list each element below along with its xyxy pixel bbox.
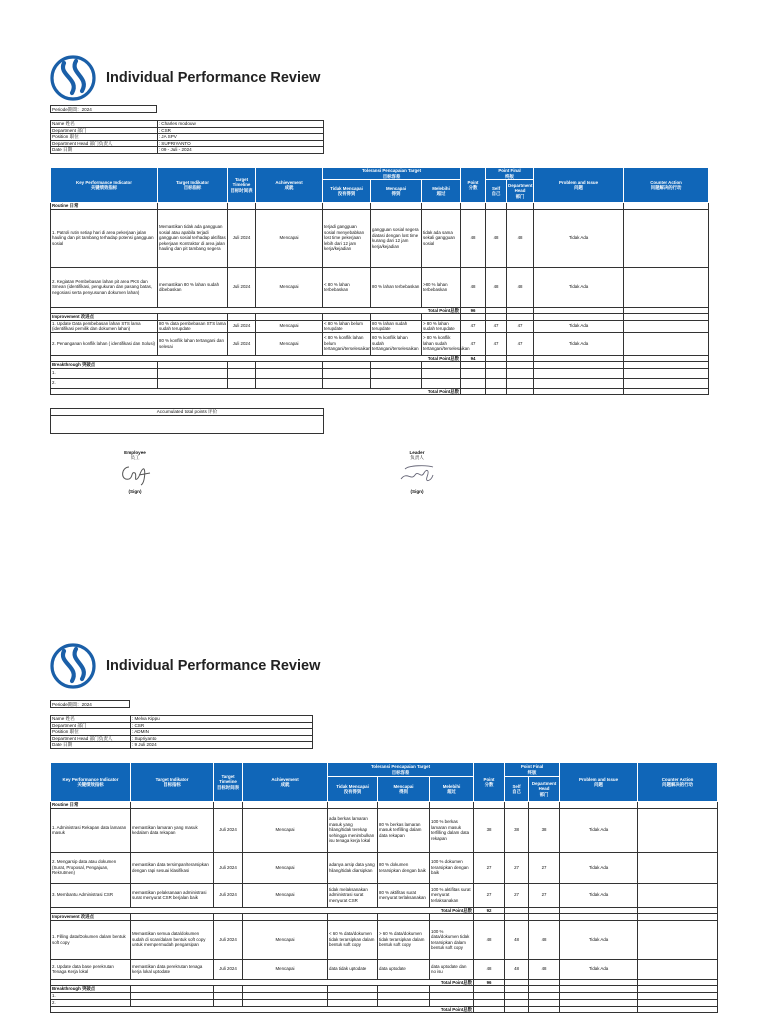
info-label: Position 职位 xyxy=(51,729,131,736)
section-label: Improvement 改进点 xyxy=(51,914,131,921)
timeline-header: Target Timeline 目标时间表 xyxy=(214,763,243,802)
accumulated-label: Accumulated total points 评价 xyxy=(51,409,324,416)
timeline-cell: Juli 2024 xyxy=(228,209,256,267)
problem-cell: Tidak Ada xyxy=(560,959,638,979)
achievement-header: Achievement 成就 xyxy=(243,763,328,802)
not-achieved-cell: tidak melaksanakan administrasi surat menyurat CSR xyxy=(328,883,378,907)
info-label: Position 职位 xyxy=(51,134,158,141)
dept-head-header: Department Head 部门 xyxy=(529,777,560,802)
problem-header: Problem and Issue 问题 xyxy=(560,763,638,802)
not-achieved-cell: ada berkas lamaran masuk yang hilang/tidak terekap sehingga menimbulkan isu tenaga kerja lokal xyxy=(328,808,378,852)
not-achieved-header: Tidak Mencapai 没有得到 xyxy=(323,180,371,203)
target-cell: Memastikan semua data/dokumen sudah di scan/dalam bentuk soft copy untuk mempermudah pengarsipan xyxy=(131,920,214,959)
info-label: Name 姓名 xyxy=(51,716,131,723)
self-header: Self 自己 xyxy=(505,777,529,802)
periode-field: Periode期間：2024 xyxy=(50,105,157,113)
total-value: 92 xyxy=(474,907,505,914)
kpi-row xyxy=(51,959,718,979)
empty-cell xyxy=(529,992,560,999)
point-final-header: Point Final 终版 xyxy=(486,168,534,180)
kpi-header: Key Performance Indicator 关键绩效指标 xyxy=(51,168,158,203)
empty-cell xyxy=(560,1006,638,1013)
section-label: Breakthrough 突破点 xyxy=(51,986,131,993)
empty-cell xyxy=(243,992,328,999)
exceeded-cell: tidak ada sama sekali gangguan sosial xyxy=(422,209,461,267)
tolerance-header: Toleransi Pencapaian Target 目标容差 xyxy=(323,168,461,180)
not-achieved-header: Tidak Mencapai 没有得到 xyxy=(328,777,378,802)
point-cell: 47 xyxy=(461,320,486,332)
empty-cell xyxy=(378,999,430,1006)
head-point-cell: 48 xyxy=(507,209,534,267)
info-label: Department Head 部门负责人 xyxy=(51,140,158,147)
target-cell: Memastikan tidak ada gangguan sosial atau apabila terjadi gangguan sosial terhadap aktifitas pekerjaan Kontraktor di area jalan hauling dan pit tambang segera xyxy=(158,209,228,267)
head-point-cell: 27 xyxy=(529,883,560,907)
empty-cell xyxy=(430,999,474,1006)
self-point-cell: 47 xyxy=(486,320,507,332)
achieved-cell: 80 % dokumen terarsipkan dengan baik xyxy=(378,852,430,883)
breakthrough-label: 2. xyxy=(51,999,131,1006)
achievement-header: Achievement 成就 xyxy=(256,168,323,203)
kpi-table xyxy=(50,762,718,1013)
empty-cell xyxy=(243,999,328,1006)
exceeded-header: Melebihi 超过 xyxy=(430,777,474,802)
header xyxy=(50,643,320,689)
empty-cell xyxy=(214,999,243,1006)
exceeded-cell: > 80 % lahan sudah terupdate xyxy=(422,320,461,332)
target-header: Target Indikator 目标指标 xyxy=(158,168,228,203)
info-value: : 09 - Juli - 2024 xyxy=(157,147,323,154)
timeline-header: Target Timeline 目标时间表 xyxy=(228,168,256,203)
total-label: Total Point总数 xyxy=(51,907,474,914)
employee-info xyxy=(50,715,313,749)
total-row xyxy=(51,1006,718,1013)
not-achieved-cell: < 80 % lahan terbebaskan xyxy=(323,267,371,307)
info-value: : CSR xyxy=(157,127,323,134)
head-point-cell: 38 xyxy=(529,808,560,852)
empty-cell xyxy=(378,992,430,999)
info-value: : ADMIN xyxy=(130,729,312,736)
info-value: : Charles modouw xyxy=(157,121,323,128)
problem-cell: Tidak Ada xyxy=(560,883,638,907)
timeline-cell: Juli 2024 xyxy=(228,267,256,307)
exceeded-cell: > 80 % konflik lahan sudah tertangani/terselesaikan xyxy=(422,332,461,355)
total-value: 96 xyxy=(461,307,486,314)
info-value: : Supriyanto xyxy=(130,735,312,742)
total-label: Total Point总数 xyxy=(51,1006,474,1013)
empty-cell xyxy=(131,992,214,999)
breakthrough-label: 1. xyxy=(51,992,131,999)
target-cell: 80 % data pembebasan STS lama sudah terupdate xyxy=(159,320,226,331)
achievement-cell: Mencapai xyxy=(243,852,328,883)
head-point-cell: 47 xyxy=(507,320,534,332)
page-title: Individual Performance Review xyxy=(106,70,321,86)
company-logo-icon xyxy=(50,643,96,689)
point-header: Point 分数 xyxy=(474,763,505,802)
head-point-cell: 48 xyxy=(529,959,560,979)
empty-cell xyxy=(328,992,378,999)
point-cell: 48 xyxy=(461,267,486,307)
empty-cell xyxy=(131,999,214,1006)
total-label: Total Point总数 xyxy=(51,307,461,314)
target-cell: memastikan data tersimpan/terarsipkan dengan rapi sesuai klasifikasi xyxy=(131,852,214,883)
self-point-cell: 48 xyxy=(486,209,507,267)
exceeded-cell: 100 % berkas lamaran masuk terfilling dalam data rekapan xyxy=(430,808,474,852)
dept-head-header: Department Head 部门 xyxy=(507,180,534,203)
empty-cell xyxy=(505,1006,529,1013)
achievement-cell: Mencapai xyxy=(256,320,323,332)
head-point-cell: 48 xyxy=(529,920,560,959)
achieved-cell: 80 % konflik lahan sudah tertangani/terselesaikan xyxy=(371,332,422,355)
achieved-cell: 80 % lahan sudah terupdate xyxy=(371,320,422,332)
achieved-cell: 80 % aktifitas surat menyurat terlaksanakan xyxy=(378,883,430,907)
info-value: : Melva Kippu xyxy=(130,716,312,723)
point-cell: 27 xyxy=(474,883,505,907)
achievement-cell: Mencapai xyxy=(243,883,328,907)
breakthrough-row xyxy=(51,992,718,999)
head-point-cell: 47 xyxy=(507,332,534,355)
periode-field: Periode期間：2024 xyxy=(50,700,130,708)
counter-cell xyxy=(638,852,718,883)
self-point-cell: 47 xyxy=(486,332,507,355)
point-cell: 48 xyxy=(461,209,486,267)
empty-cell xyxy=(474,992,505,999)
leader-signature: Leader 负责人 (Sign) xyxy=(392,450,442,494)
empty-cell xyxy=(430,992,474,999)
empty-cell xyxy=(505,999,529,1006)
total-value xyxy=(474,1006,505,1013)
point-final-header: Point Final 终版 xyxy=(505,763,560,777)
self-point-cell: 27 xyxy=(505,883,529,907)
exceeded-cell: 100 % aktifitas surat menyurat terlaksanakan xyxy=(430,883,474,907)
counter-cell xyxy=(638,808,718,852)
section-label: Improvement 改进点 xyxy=(51,314,158,321)
problem-cell: Tidak Ada xyxy=(534,209,624,267)
self-point-cell: 48 xyxy=(486,267,507,307)
target-cell: memastikan data perekrutan tenaga kerja lokal uptodate xyxy=(131,959,214,979)
breakthrough-row xyxy=(51,999,718,1006)
target-cell: memastikan lamaran yang masuk kedalam data rekapan xyxy=(131,808,214,852)
self-header: Self 自己 xyxy=(486,180,507,203)
problem-cell: Tidak Ada xyxy=(560,852,638,883)
empty-cell xyxy=(474,999,505,1006)
problem-cell: Tidak Ada xyxy=(560,920,638,959)
head-point-cell: 48 xyxy=(507,267,534,307)
counter-cell xyxy=(638,883,718,907)
info-label: Department 部门 xyxy=(51,127,158,134)
achieved-cell: 80 % berkas lamaran masuk terfilling dalam data rekapan xyxy=(378,808,430,852)
not-achieved-cell: terjadi gangguan sosial menyebabkan lost time pekerjaan lebih dari 12 jam kerja/kejadian xyxy=(323,209,371,267)
kpi-row xyxy=(51,920,718,959)
kpi-cell: 1. Update Data pembebasan lahan STS lama (identifikasi pemilik dan dokumen lahan) xyxy=(51,320,158,332)
achievement-cell: Mencapai xyxy=(256,267,323,307)
counter-header: Counter Action 问题解决的行动 xyxy=(624,168,709,203)
exceeded-cell: 100 % dokumen terarsipkan dengan baik xyxy=(430,852,474,883)
kpi-cell: 2. Kegiatan Pembebasan lahan pit area PKS dan Smean (identifikasi, pengukuran dan pasang batas, negosiasi serta penyusunan dokumen lahan) xyxy=(51,267,158,307)
empty-cell xyxy=(214,992,243,999)
info-value: : SUPRIYANTO xyxy=(157,140,323,147)
timeline-cell: Juli 2024 xyxy=(214,808,243,852)
point-cell: 27 xyxy=(474,852,505,883)
exceeded-cell: data uptodate dan no isu xyxy=(430,959,474,979)
target-cell: memastikan pelaksanaan administrasi surat menyurat CSR berjalan baik xyxy=(131,883,214,907)
timeline-cell: Juli 2024 xyxy=(214,852,243,883)
timeline-cell: Juli 2024 xyxy=(214,883,243,907)
achievement-cell: Mencapai xyxy=(243,808,328,852)
kpi-cell: 2. Penanganan konflik lahan ( identifikasi dan Solusi) xyxy=(51,332,158,355)
kpi-cell: 1. Administrasi Rekapan data lamaran masuk xyxy=(51,808,131,852)
total-value: 96 xyxy=(474,979,505,986)
exceeded-header: Melebihi 超过 xyxy=(422,180,461,203)
counter-cell xyxy=(638,920,718,959)
exceeded-cell: 100 % data/dokumen tidak terarsipkan dalam bentuk soft copy xyxy=(430,920,474,959)
not-achieved-cell: adanya arsip data yang hilang/tidak diarsipkan xyxy=(328,852,378,883)
point-cell: 48 xyxy=(474,959,505,979)
kpi-cell: 1. Filling data/Dokumen dalam bentuk soft copy xyxy=(51,920,131,959)
not-achieved-cell: < 80 % konflik lahan belum tertangani/terselesaikan xyxy=(323,332,371,355)
empty-cell xyxy=(560,999,638,1006)
kpi-body xyxy=(51,802,718,1013)
kpi-cell: 1. Patroli rutin setiap hari di area pekerjaan jalan hauling dan pit tambang terhadap potensi gangguan sosial xyxy=(51,209,158,267)
kpi-row xyxy=(51,808,718,852)
achievement-cell: Mencapai xyxy=(243,959,328,979)
info-value: : 9 Juli 2024 xyxy=(130,742,312,749)
achieved-header: Mencapai 得到 xyxy=(371,180,422,203)
target-cell: 80 % konflik lahan tertangani dan selesai xyxy=(158,332,228,355)
self-point-cell: 48 xyxy=(505,920,529,959)
info-value: : JA SPV xyxy=(157,134,323,141)
info-label: Date 日期 xyxy=(51,147,158,154)
target-header: Target Indikator 目标指标 xyxy=(131,763,214,802)
head-point-cell: 27 xyxy=(529,852,560,883)
not-achieved-cell: < 80 % lahan belum terupdate xyxy=(323,320,371,332)
total-label: Total Point总数 xyxy=(51,979,474,986)
info-label: Department Head 部门负责人 xyxy=(51,735,131,742)
kpi-cell: 2. Mengarsip data atau dokumen (Surat, Proposal, Pengajuan, Rekrutmen) xyxy=(51,852,131,883)
timeline-cell: Juli 2024 xyxy=(228,320,256,332)
total-value: 94 xyxy=(461,355,486,362)
not-achieved-cell: data tidak uptodate xyxy=(328,959,378,979)
problem-cell: Tidak Ada xyxy=(560,808,638,852)
empty-cell xyxy=(529,1006,560,1013)
self-point-cell: 48 xyxy=(505,959,529,979)
tolerance-header: Toleransi Pencapaian Target 目标容差 xyxy=(328,763,474,777)
kpi-header: Key Performance Indicator 关键绩效指标 xyxy=(51,763,131,802)
achieved-cell: data uptodate xyxy=(378,959,430,979)
achievement-cell: Mencapai xyxy=(256,209,323,267)
not-achieved-cell: < 60 % data/dokumen tidak terarsipkan dalam bentuk soft copy xyxy=(328,920,378,959)
info-value: : CSR xyxy=(130,722,312,729)
section-label: Breakthrough 突破点 xyxy=(51,362,158,369)
info-label: Name 姓名 xyxy=(51,121,158,128)
section-label: Routine 日常 xyxy=(51,203,158,210)
problem-header: Problem and Issue 问题 xyxy=(534,168,624,203)
self-point-cell: 38 xyxy=(505,808,529,852)
achievement-cell: Mencapai xyxy=(243,920,328,959)
empty-cell xyxy=(529,999,560,1006)
total-label: Total Point总数 xyxy=(51,388,461,395)
point-cell: 48 xyxy=(474,920,505,959)
achieved-cell: 80 % lahan terbebaskan xyxy=(371,267,422,307)
counter-header: Counter Action 问题解决的行动 xyxy=(638,763,718,802)
page-title: Individual Performance Review xyxy=(106,658,321,674)
employee-signature: Employee 员工 (Sign) xyxy=(110,450,160,494)
point-cell: 38 xyxy=(474,808,505,852)
empty-cell xyxy=(560,992,638,999)
empty-cell xyxy=(638,992,718,999)
self-point-cell: 27 xyxy=(505,852,529,883)
achieved-header: Mencapai 得到 xyxy=(378,777,430,802)
achieved-cell: > 60 % data/dokumen tidak terarsipkan dalam bentuk soft copy xyxy=(378,920,430,959)
section-label: Routine 日常 xyxy=(51,802,131,809)
empty-cell xyxy=(505,992,529,999)
target-cell: memastikan 80 % lahan sudah dibebaskan xyxy=(158,267,228,307)
point-header: Point 分数 xyxy=(461,168,486,203)
total-label: Total Point总数 xyxy=(51,355,461,362)
info-label: Date 日期 xyxy=(51,742,131,749)
counter-cell xyxy=(638,959,718,979)
kpi-cell: 2. Update data base perekrutan Tenaga Kerja lokal xyxy=(51,959,131,979)
empty-cell xyxy=(328,999,378,1006)
breakthrough-label: 2. xyxy=(51,378,158,388)
kpi-row xyxy=(51,883,718,907)
breakthrough-label: 1. xyxy=(51,368,158,378)
problem-cell: Tidak Ada xyxy=(534,332,624,355)
exceeded-cell: >80 % lahan terbebaskan xyxy=(422,267,461,307)
problem-cell: Tidak Ada xyxy=(534,267,624,307)
empty-cell xyxy=(638,1006,718,1013)
achievement-cell: Mencapai xyxy=(256,332,323,355)
kpi-cell: 3. Membantu Administrasi CSR xyxy=(51,883,131,907)
info-label: Department 部门 xyxy=(51,722,131,729)
kpi-row xyxy=(51,852,718,883)
timeline-cell: Juli 2024 xyxy=(228,332,256,355)
achieved-cell: gangguan sosial segera diatasi dengan lost time kurang dari 12 jam kerja/kejadian xyxy=(371,209,422,267)
timeline-cell: Juli 2024 xyxy=(214,920,243,959)
point-cell: 47 xyxy=(461,332,486,355)
problem-cell: Tidak Ada xyxy=(534,320,624,332)
timeline-cell: Juli 2024 xyxy=(214,959,243,979)
empty-cell xyxy=(638,999,718,1006)
